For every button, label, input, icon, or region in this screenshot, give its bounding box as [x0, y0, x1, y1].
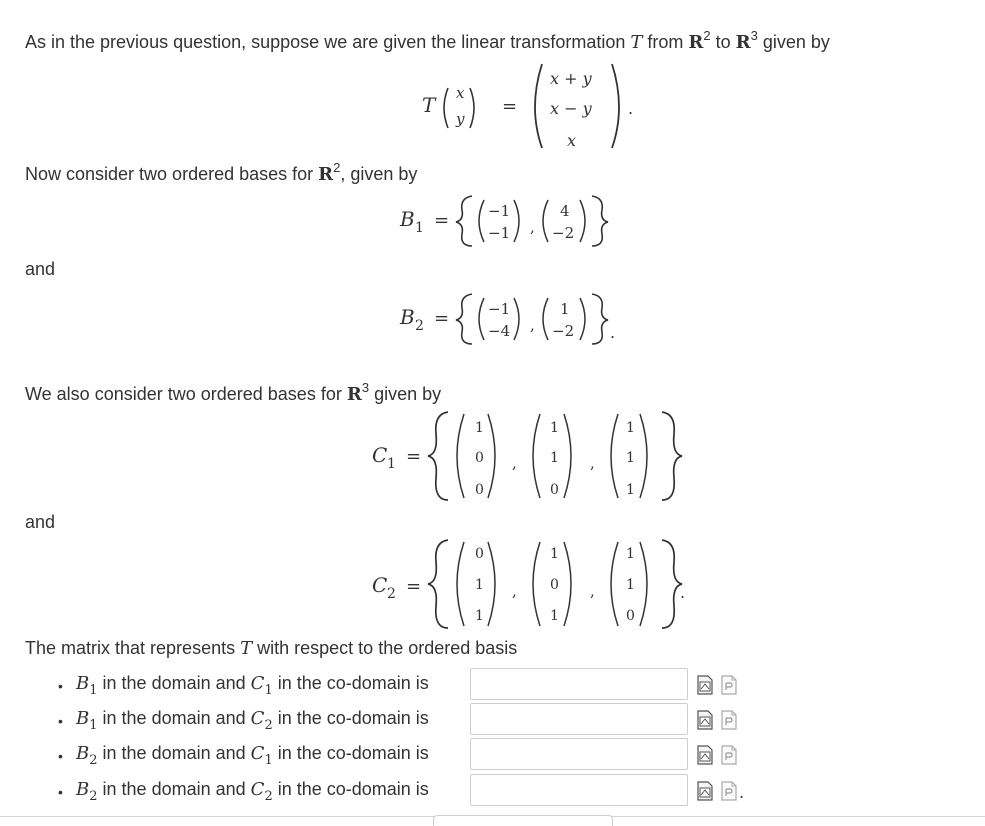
item-text-1: in the domain and	[102, 708, 246, 728]
B1-lbrace	[456, 196, 472, 246]
codomain-basis-sub: 1	[264, 753, 273, 768]
matrix-sentence	[25, 638, 517, 659]
help-icon[interactable]	[721, 745, 737, 765]
C2-v2-lparen	[533, 542, 540, 626]
C1-v2-rparen	[564, 414, 571, 498]
C1-rbrace	[662, 412, 682, 500]
C1-v2-lparen	[533, 414, 540, 498]
bases-r2-line	[25, 160, 418, 185]
help-icon[interactable]	[721, 781, 737, 801]
C1-eq: =	[406, 446, 422, 467]
C1-v3-rparen	[640, 414, 647, 498]
intro-to: to	[715, 32, 731, 52]
C2-v1-c1: 0	[475, 546, 484, 562]
bases-r3-suffix: given by	[374, 384, 442, 404]
preview-icon[interactable]	[697, 675, 713, 695]
B2-v1-rparen	[514, 298, 519, 340]
rparen-input	[470, 88, 474, 128]
intro-text: As in the previous question, suppose we are given the linear transformation	[25, 32, 626, 52]
answer-item-label	[76, 708, 429, 733]
C1-v1-lparen	[457, 414, 464, 498]
bullet: •	[58, 748, 63, 764]
item-text-2: in the co-domain is	[277, 673, 429, 693]
C2-v1-rparen	[488, 542, 495, 626]
C2-sub: 2	[387, 586, 396, 602]
codomain-basis-sub: 2	[264, 789, 273, 804]
bullet: •	[58, 678, 63, 694]
B1-v2-c2: −2	[552, 224, 575, 242]
C2-v3-c2: 1	[626, 577, 635, 593]
C1-v3-lparen	[611, 414, 618, 498]
basis-C2	[368, 536, 698, 632]
intro-R3-exp: 3	[750, 28, 758, 43]
C1-v2-c3: 0	[550, 482, 559, 498]
B1-v2-c1: 4	[560, 202, 570, 220]
B2-v2-c1: 1	[560, 300, 570, 318]
output-3: x	[567, 131, 577, 150]
matrix-sentence-prefix: The matrix that represents	[25, 638, 236, 658]
domain-basis: B	[76, 743, 90, 764]
C2-v1-lparen	[457, 542, 464, 626]
B1-v2-rparen	[580, 200, 585, 242]
B2-name: B	[400, 305, 415, 329]
C2-v3-lparen	[611, 542, 618, 626]
domain-basis-sub: 1	[89, 683, 98, 698]
lparen-input	[444, 88, 448, 128]
B1-name: B	[400, 207, 415, 231]
matrix-sentence-suffix: with respect to the ordered basis	[257, 638, 518, 658]
domain-basis-sub: 2	[89, 753, 98, 768]
basis-C1	[368, 408, 698, 504]
bases-r2-exp: 2	[333, 160, 341, 175]
item-text-1: in the domain and	[102, 743, 246, 763]
help-icon[interactable]	[721, 675, 737, 695]
C2-comma-2: ,	[590, 582, 595, 600]
and-label-2: and	[25, 512, 56, 532]
C2-v1-c2: 1	[475, 577, 484, 593]
preview-icon[interactable]	[697, 745, 713, 765]
bullet: •	[58, 784, 63, 800]
codomain-basis-sub: 1	[264, 683, 273, 698]
C2-period: .	[680, 583, 686, 602]
B2-comma: ,	[530, 316, 535, 334]
C1-lbrace	[428, 412, 448, 500]
C1-name: C	[372, 443, 388, 467]
answer-input-B1-C1[interactable]	[470, 668, 688, 700]
C2-lbrace	[428, 540, 448, 628]
matrix-sentence-T: T	[240, 638, 253, 659]
and-label-1: and	[25, 259, 56, 279]
codomain-basis: C	[250, 673, 265, 694]
C1-comma-2: ,	[590, 454, 595, 472]
B2-rbrace	[592, 294, 608, 344]
output-2: x − y	[550, 99, 592, 118]
bases-r2-text: Now consider two ordered bases for	[25, 164, 314, 184]
intro-from: from	[647, 32, 684, 52]
C2-v2-c2: 0	[550, 577, 559, 593]
C1-v3-c1: 1	[626, 420, 635, 436]
input-x: x	[456, 84, 465, 102]
B1-v1-c2: −1	[488, 224, 511, 242]
bases-r3-line	[25, 380, 442, 405]
B2-v2-lparen	[543, 298, 548, 340]
B1-v2-lparen	[543, 200, 548, 242]
basis-B2	[398, 290, 668, 348]
C2-v3-rparen	[640, 542, 647, 626]
preview-icon[interactable]	[697, 710, 713, 730]
domain-basis: B	[76, 708, 90, 729]
domain-basis-sub: 2	[89, 789, 98, 804]
bases-r3-exp: 3	[361, 380, 370, 395]
domain-basis-sub: 1	[89, 718, 98, 733]
help-icon[interactable]	[721, 710, 737, 730]
rparen-output	[612, 64, 619, 148]
B1-eq: =	[434, 210, 450, 231]
C1-v3-c3: 1	[626, 482, 635, 498]
intro-line	[25, 28, 830, 53]
basis-B1	[398, 192, 658, 248]
bases-r3-R: R	[346, 384, 362, 405]
answer-item-label	[76, 743, 429, 768]
final-period: .	[739, 782, 745, 802]
B2-sub: 2	[415, 318, 424, 334]
bases-r3-text: We also consider two ordered bases for	[25, 384, 342, 404]
C2-v3-c1: 1	[626, 546, 635, 562]
B2-eq: =	[434, 308, 450, 329]
B2-v2-c2: −2	[552, 322, 575, 340]
C1-comma-1: ,	[512, 454, 517, 472]
C1-v1-rparen	[488, 414, 495, 498]
C1-sub: 1	[387, 456, 396, 472]
preview-icon[interactable]	[697, 781, 713, 801]
item-text-2: in the co-domain is	[277, 743, 429, 763]
C2-eq: =	[406, 576, 422, 597]
answer-item-label	[76, 673, 429, 698]
B2-v2-rparen	[580, 298, 585, 340]
bullet: •	[58, 713, 63, 729]
transform-eq: =	[502, 96, 518, 117]
C2-v2-rparen	[564, 542, 571, 626]
item-text-2: in the co-domain is	[277, 708, 429, 728]
transformation-formula	[410, 60, 650, 152]
codomain-basis: C	[250, 743, 265, 764]
domain-basis: B	[76, 673, 90, 694]
B1-v1-lparen	[479, 200, 484, 242]
C2-v1-c3: 1	[475, 608, 484, 624]
output-1: x + y	[550, 69, 592, 88]
C1-v2-c2: 1	[550, 450, 559, 466]
answer-input-B2-C1[interactable]	[470, 738, 688, 770]
C1-v2-c1: 1	[550, 420, 559, 436]
C1-v1-c1: 1	[475, 420, 484, 436]
C1-v1-c2: 0	[475, 450, 484, 466]
item-text-2: in the co-domain is	[277, 779, 429, 799]
answer-input-B2-C2[interactable]	[470, 774, 688, 806]
C1-v1-c3: 0	[475, 482, 484, 498]
bases-r2-suffix: , given by	[340, 164, 418, 184]
B2-v1-c2: −4	[488, 322, 511, 340]
C2-name: C	[372, 573, 388, 597]
domain-basis: B	[76, 779, 90, 800]
B2-v1-lparen	[479, 298, 484, 340]
B2-period: .	[610, 323, 616, 342]
intro-T: T	[630, 32, 643, 53]
item-text-1: in the domain and	[102, 779, 246, 799]
intro-R2-exp: 2	[703, 28, 711, 43]
B1-sub: 1	[415, 220, 424, 236]
item-text-1: in the domain and	[102, 673, 246, 693]
codomain-basis: C	[250, 708, 265, 729]
answer-item-label	[76, 779, 429, 804]
C2-v2-c3: 1	[550, 608, 559, 624]
C2-rbrace	[662, 540, 682, 628]
intro-R2: R	[688, 32, 704, 53]
B1-v1-rparen	[514, 200, 519, 242]
C2-v2-c1: 1	[550, 546, 559, 562]
C1-v3-c2: 1	[626, 450, 635, 466]
B2-v1-c1: −1	[488, 300, 511, 318]
transform-period: .	[628, 99, 634, 118]
C2-comma-1: ,	[512, 582, 517, 600]
C2-v3-c3: 0	[626, 608, 635, 624]
transform-T: T	[422, 93, 436, 117]
input-y: y	[456, 110, 465, 128]
codomain-basis-sub: 2	[264, 718, 273, 733]
intro-R3: R	[735, 32, 751, 53]
answer-input-B1-C2[interactable]	[470, 703, 688, 735]
intro-given-by: given by	[762, 32, 830, 52]
B2-lbrace	[456, 294, 472, 344]
codomain-basis: C	[250, 779, 265, 800]
B1-comma: ,	[530, 218, 535, 236]
bases-r2-R: R	[318, 164, 334, 185]
B1-rbrace	[592, 196, 608, 246]
B1-v1-c1: −1	[488, 202, 511, 220]
lparen-output	[535, 64, 542, 148]
